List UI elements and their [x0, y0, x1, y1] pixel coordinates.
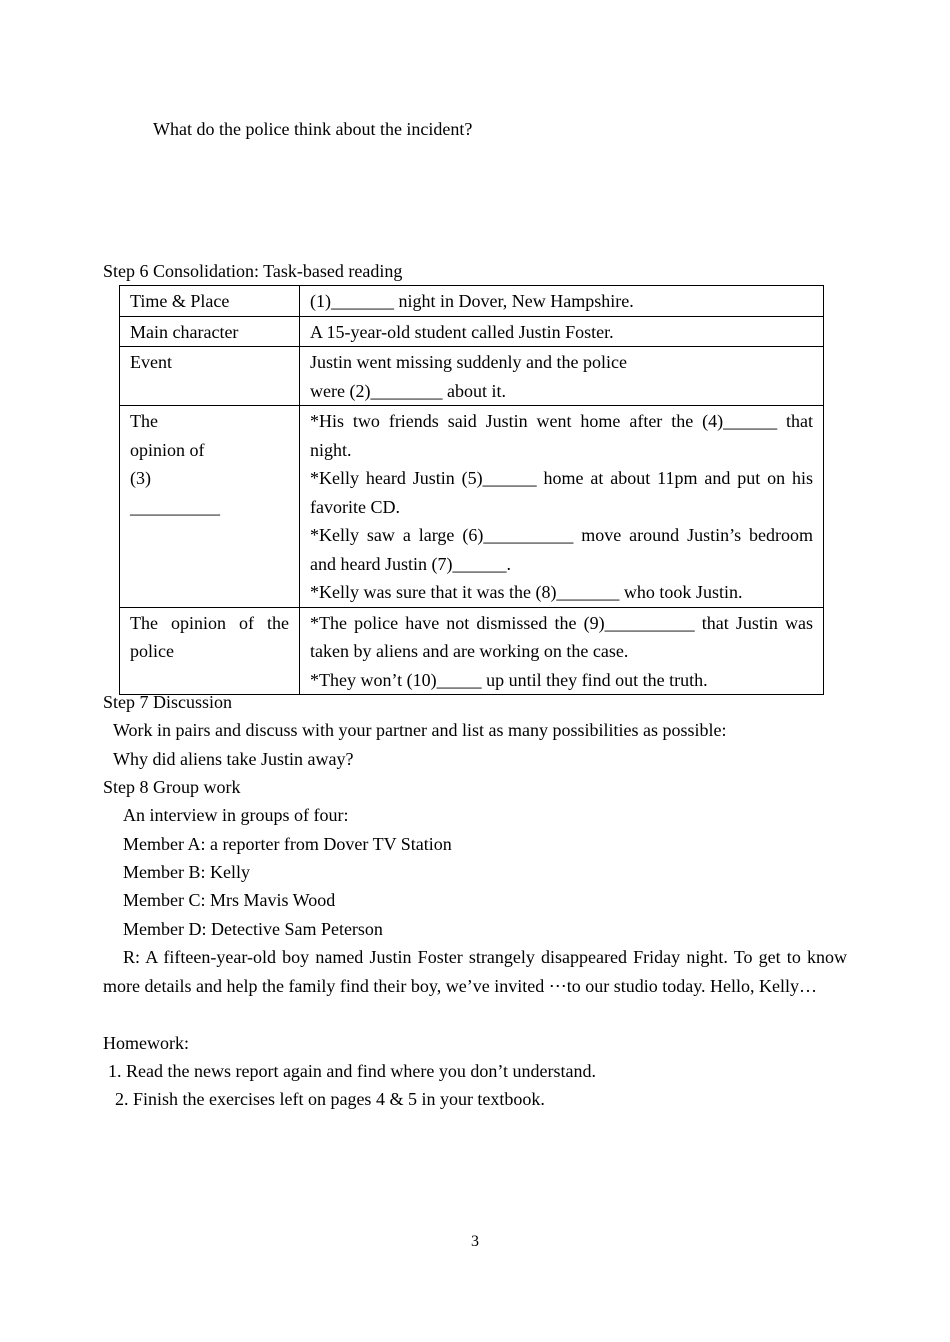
row-label: Main character	[120, 316, 300, 347]
page-number: 3	[471, 1233, 479, 1250]
row-label: The opinion of the police	[120, 607, 300, 695]
row-label: Time & Place	[120, 286, 300, 317]
step8-line: Member C: Mrs Mavis Wood	[123, 890, 336, 910]
task-reading-table	[119, 285, 824, 695]
step8-line: Member A: a reporter from Dover TV Station	[123, 834, 452, 854]
row-label: Event	[120, 347, 300, 406]
homework-item: 1. Read the news report again and find where you don’t understand.	[108, 1061, 597, 1081]
step8-line: An interview in groups of four:	[123, 805, 349, 825]
row-content: *His two friends said Justin went home after the (4)______ that night. *Kelly heard Justin (5)______ home at about 11pm and put on his favorite CD. *Kelly saw a large (6)__________ move around Justin’s bedroom and heard Justin (7)______. *Kelly was sure that it was the (8)_______ who took Justin.	[300, 406, 824, 608]
step8-line: Member B: Kelly	[123, 862, 250, 882]
step8-heading: Step 8 Group work	[103, 777, 241, 797]
homework-heading: Homework:	[103, 1033, 189, 1053]
interview-paragraph: R: A fifteen-year-old boy named Justin Foster strangely disappeared Friday night. To get to know more details and help the family find their boy, we’ve invited ⋯to our studio today. Hello, Kelly…	[103, 947, 847, 996]
row-content: A 15-year-old student called Justin Foster.	[300, 316, 824, 347]
step8-line: Member D: Detective Sam Peterson	[123, 919, 383, 939]
table-row	[120, 316, 824, 347]
step7-heading: Step 7 Discussion	[103, 692, 233, 712]
step6-heading: Step 6 Consolidation: Task-based reading	[103, 261, 403, 281]
row-content: Justin went missing suddenly and the police were (2)________ about it.	[300, 347, 824, 406]
row-content: *The police have not dismissed the (9)__________ that Justin was taken by aliens and are working on the case. *They won’t (10)_____ up until they find out the truth.	[300, 607, 824, 695]
step7-line: Work in pairs and discuss with your partner and list as many possibilities as possible:	[113, 720, 727, 740]
table-row	[120, 347, 824, 406]
row-content: (1)_______ night in Dover, New Hampshire.	[300, 286, 824, 317]
table-row	[120, 286, 824, 317]
table-row	[120, 406, 824, 608]
table-row	[120, 607, 824, 695]
homework-item: 2. Finish the exercises left on pages 4 & 5 in your textbook.	[115, 1089, 545, 1109]
question-text: What do the police think about the incident?	[153, 119, 473, 139]
row-label: The opinion of (3) __________	[120, 406, 300, 608]
step7-line: Why did aliens take Justin away?	[113, 749, 354, 769]
